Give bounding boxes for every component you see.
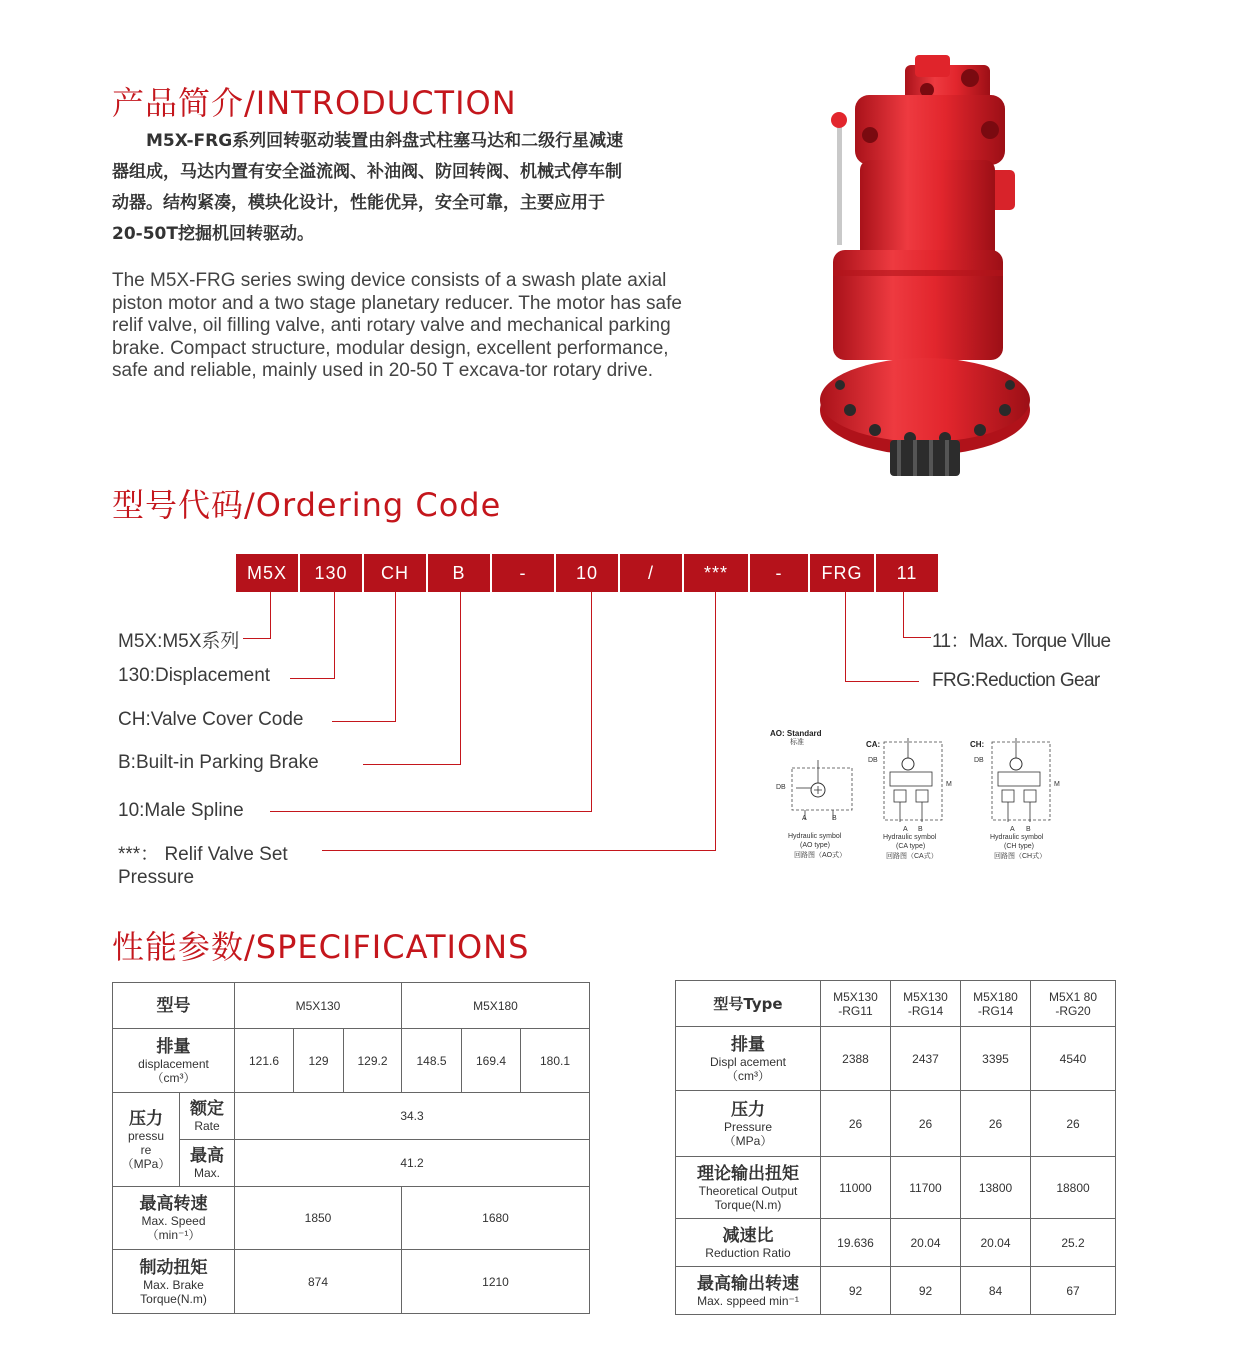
ordering-title: 型号代码/Ordering Code [112,486,502,524]
table-row: 压力 Pressure （MPa） 26 26 26 26 [676,1091,1116,1157]
connector-relief-h [322,850,716,851]
label-relief-2: Pressure [118,867,195,888]
hyd-ch-port-a: A [1010,826,1015,833]
connector-displacement-h [290,678,335,679]
label-valve-cover: CH:Valve Cover Code [118,709,304,730]
hyd-ao-port-b: B [832,815,837,822]
hyd-ca-port-b: B [918,826,923,833]
connector-reduction-v [845,592,846,682]
hyd-ch-port-b: B [1026,826,1031,833]
code-box-brake: B [428,554,490,592]
connector-spline-v [591,592,592,812]
table-row: 排量 displacement （cm³） 121.6 129 129.2 148.5 169.4 180.1 [113,1029,590,1093]
hyd-ao-cap-2: (AO type) [800,842,830,849]
table-row: 最高转速 Max. Speed （min⁻¹） 1850 1680 [113,1187,590,1250]
hyd-ch-m: M [1054,781,1060,788]
table-row: 理论输出扭矩 Theoretical Output Torque(N.m) 11000 11700 13800 18800 [676,1157,1116,1219]
label-spline: 10:Male Spline [118,800,244,821]
connector-relief-v [715,592,716,851]
specs-title: 性能参数/SPECIFICATIONS [112,928,530,966]
spec-table-reducer [675,980,1116,1315]
hyd-ca-cap-2: (CA type) [896,843,926,850]
hyd-ca-m: M [946,781,952,788]
connector-brake-v [460,592,461,765]
connector-series-h [243,638,271,639]
label-displacement: 130:Displacement [118,665,271,686]
hyd-ca-db: DB [868,757,878,764]
hyd-ch-diagram [988,738,1054,824]
swing-motor-product-image [815,40,1045,480]
code-box-slash: / [620,554,682,592]
spec-table-motor [112,982,590,1314]
intro-title: 产品简介/INTRODUCTION [112,84,517,122]
connector-valve-h [332,721,396,722]
table-row: 最高输出转速 Max. sppeed min⁻¹ 92 92 84 67 [676,1267,1116,1315]
hyd-ao-subtitle: 标准 [790,739,804,746]
hyd-ca-diagram [880,738,946,824]
hyd-ch-title: CH: [970,740,985,749]
hyd-ao-db: DB [776,784,786,791]
hyd-ca-cap-1: Hydraulic symbol [883,834,937,841]
hyd-ch-cap-2: (CH type) [1004,843,1034,850]
connector-spline-h [270,811,592,812]
connector-series-v [270,592,271,639]
hyd-ch-db: DB [974,757,984,764]
hyd-ca-port-a: A [903,826,908,833]
hyd-ca-title: CA: [866,740,881,749]
label-brake: B:Built-in Parking Brake [118,752,319,773]
code-box-displacement: 130 [300,554,362,592]
code-box-relief: *** [684,554,748,592]
intro-chinese-text: M5X-FRG系列回转驱动装置由斜盘式柱塞马达和二级行星减速 器组成，马达内置有安全溢流阀、补油阀、防回转阀、机械式停车制 动器。结构紧凑，模块化设计，性能优异，安全可靠，主要应用于 20-50T挖掘机回转驱动。 [112,131,624,244]
table-row: 减速比 Reduction Ratio 19.636 20.04 20.04 25.2 [676,1219,1116,1267]
label-torque: 11：Max. Torque Vllue [932,631,1111,652]
connector-reduction-h [845,681,919,682]
connector-torque-h [903,637,931,638]
table-row: 型号 M5X130 M5X180 [113,983,590,1029]
table-row: 最高 Max. 41.2 [113,1140,590,1187]
hyd-ch-cap-1: Hydraulic symbol [990,834,1044,841]
code-box-valve-cover: CH [364,554,426,592]
connector-valve-v [395,592,396,722]
table-row: 制动扭矩 Max. Brake Torque(N.m) 874 1210 [113,1250,590,1314]
hyd-ao-port-a: A [802,815,807,822]
code-box-torque: 11 [876,554,938,592]
connector-displacement-v [334,592,335,679]
label-relief-1: ***： Relif Valve Set [118,844,288,865]
intro-english-text: The M5X-FRG series swing device consists of a swash plate axial piston motor and a two stage planetary reducer. The motor has safe relif valve, oil filling valve, anti rotary valve and mechanical parking brake. Compact structure, modular design, excellent performance, safe and reliable, mainly used in 20-50 T excava-tor rotary drive. [112,270,682,382]
label-series: M5X:M5X系列 [118,631,240,652]
hyd-ca-cap-3: 回路图（CA式） [886,853,938,860]
label-reduction: FRG:Reduction Gear [932,670,1100,691]
code-box-dash-1: - [492,554,554,592]
hyd-ch-cap-3: 回路图（CH式） [994,853,1047,860]
table-row: 排量 Displ acement （cm³） 2388 2437 3395 4540 [676,1027,1116,1091]
table-row: 压力 pressu re （MPa） 额定 Rate 34.3 [113,1093,590,1140]
hyd-ao-cap-3: 回路图（AO式） [794,852,847,859]
code-box-series: M5X [236,554,298,592]
hyd-ao-cap-1: Hydraulic symbol [788,833,842,840]
code-box-reduction: FRG [810,554,874,592]
hyd-ao-diagram [788,760,858,822]
table-row: 型号Type M5X130 -RG11 M5X130 -RG14 M5X180 -RG14 M5X1 80 -RG20 [676,981,1116,1027]
hyd-ao-title: AO: Standard [770,729,822,738]
connector-brake-h [363,764,461,765]
code-box-spline: 10 [556,554,618,592]
code-box-dash-2: - [750,554,808,592]
connector-torque-v [903,592,904,638]
